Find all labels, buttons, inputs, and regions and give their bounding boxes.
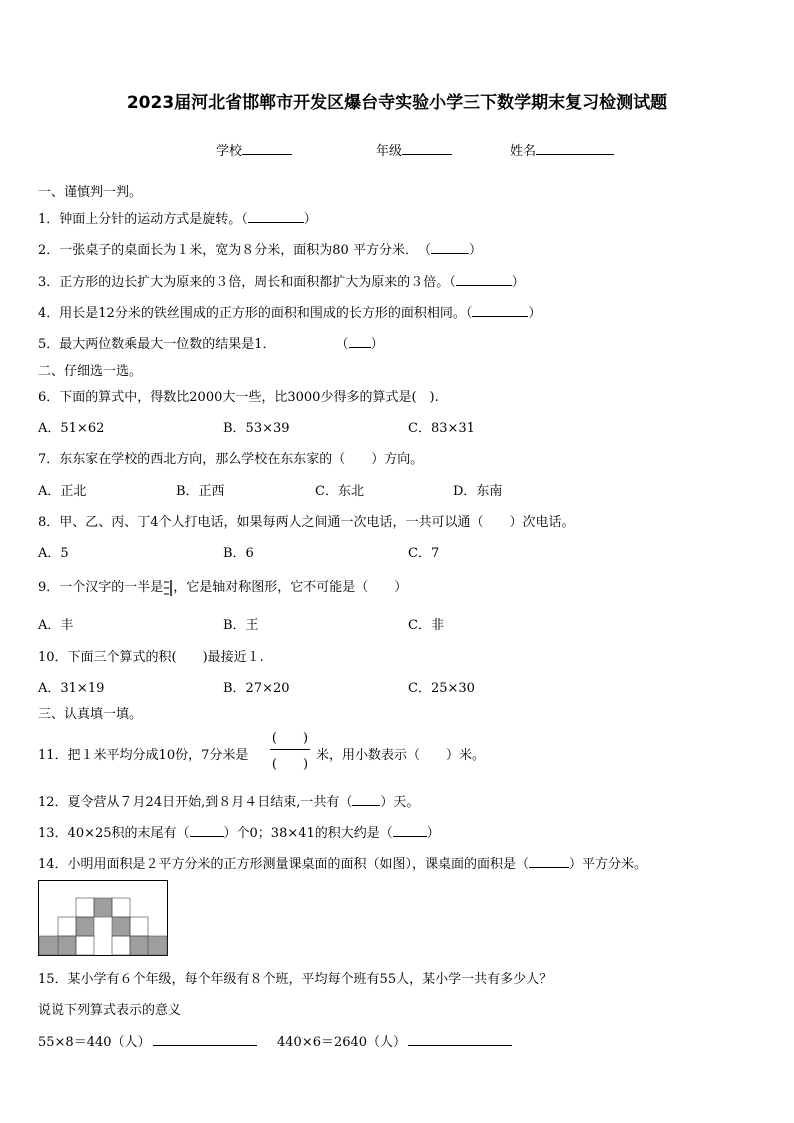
question-6: 6．下面的算式中，得数比2000大一些，比3000少得多的算式是( ). — [38, 390, 439, 405]
answer-blank[interactable] — [472, 304, 528, 317]
option-c[interactable]: C．83×31 — [408, 421, 475, 436]
grade-blank[interactable] — [402, 142, 452, 155]
option-c[interactable]: C．非 — [408, 618, 444, 633]
half-character-figure — [163, 580, 173, 596]
fraction-blank[interactable] — [268, 727, 312, 773]
question-15: 15．某小学有６个年级，每个年级有８个班，平均每个班有55人，某小学一共有多少人？ — [38, 972, 553, 987]
question-9: 9．一个汉字的一半是 ，它是轴对称图形，它不可能是（ ） — [38, 580, 408, 595]
option-b[interactable]: B．6 — [223, 546, 254, 561]
section-heading-2: 二、仔细选一选。 — [38, 364, 143, 379]
numerator-blank[interactable]: ( ) — [271, 731, 309, 746]
question-11-part-b: 米，用小数表示（ ）米。 — [316, 748, 486, 763]
school-field[interactable] — [216, 140, 292, 159]
grade-label: 年级 — [376, 144, 403, 159]
desk-grid-figure — [38, 880, 168, 956]
answer-blank[interactable] — [393, 824, 427, 837]
question-14: 14．小明用面积是２平方分米的正方形测量课桌面的面积（如图），课桌面的面积是（ ）平方分米。 — [38, 857, 648, 872]
question-7: 7．东东家在学校的西北方向，那么学校在东东家的（ ）方向。 — [38, 452, 424, 467]
question-13: 13．40×25积的末尾有（ ）个0；38×41的积大约是（ ） — [38, 826, 440, 841]
answer-blank[interactable] — [431, 241, 469, 254]
option-a[interactable]: A．51×62 — [38, 421, 105, 436]
answer-blank[interactable] — [456, 273, 512, 286]
section-heading-1: 一、谨慎判一判。 — [38, 185, 143, 200]
answer-blank[interactable] — [349, 335, 371, 348]
equation-2: 440×6＝2640（人） — [277, 1031, 512, 1050]
question-2: 2．一张桌子的桌面长为１米，宽为８分米，面积为80 平方分米． （ ） — [38, 243, 482, 258]
question-12: 12．夏令营从７月24日开始,到８月４日结束,一共有（ ）天。 — [38, 795, 420, 810]
option-a[interactable]: A．正北 — [38, 484, 87, 499]
option-a[interactable]: A．5 — [38, 546, 69, 561]
question-11-part-a: 11．把１米平均分成10份，7分米是 — [38, 748, 249, 763]
answer-blank[interactable] — [352, 793, 380, 806]
option-c[interactable]: C．25×30 — [408, 681, 475, 696]
denominator-blank[interactable]: ( ) — [271, 757, 309, 772]
question-8: 8．甲、乙、丙、丁4个人打电话，如果每两人之间通一次电话，一共可以通（ ）次电话。 — [38, 515, 575, 530]
school-blank[interactable] — [242, 142, 292, 155]
name-field[interactable] — [510, 140, 614, 159]
question-1: 1．钟面上分针的运动方式是旋转。（ ） — [38, 212, 317, 227]
answer-blank[interactable] — [408, 1033, 512, 1046]
section-heading-3: 三、认真填一填。 — [38, 707, 143, 722]
question-4: 4．用长是12分米的铁丝围成的正方形的面积和围成的长方形的面积相同。（ ） — [38, 306, 542, 321]
option-a[interactable]: A．丰 — [38, 618, 74, 633]
answer-blank[interactable] — [248, 210, 304, 223]
page-title: 2023届河北省邯郸市开发区爆台寺实验小学三下数学期末复习检测试题 — [126, 93, 668, 113]
option-d[interactable]: D．东南 — [453, 484, 503, 499]
answer-blank[interactable] — [529, 855, 569, 868]
question-10: 10．下面三个算式的积( )最接近１. — [38, 650, 264, 665]
option-b[interactable]: B．王 — [223, 618, 259, 633]
name-blank[interactable] — [536, 142, 614, 155]
option-c[interactable]: C．7 — [408, 546, 440, 561]
equation-1: 55×8＝440（人） — [38, 1031, 257, 1050]
name-label: 姓名 — [510, 144, 537, 159]
question-5: 5．最大两位数乘最大一位数的结果是1． （ ） — [38, 337, 384, 352]
option-b[interactable]: B．27×20 — [223, 681, 290, 696]
answer-blank[interactable] — [153, 1033, 257, 1046]
option-b[interactable]: B．53×39 — [223, 421, 290, 436]
grade-field[interactable] — [376, 140, 452, 159]
school-label: 学校 — [216, 144, 243, 159]
option-a[interactable]: A．31×19 — [38, 681, 105, 696]
question-3: 3．正方形的边长扩大为原来的３倍，周长和面积都扩大为原来的３倍。（ ） — [38, 275, 525, 290]
option-c[interactable]: C．东北 — [315, 484, 364, 499]
answer-blank[interactable] — [190, 824, 224, 837]
question-15-subprompt: 说说下列算式表示的意义 — [38, 1003, 182, 1018]
option-b[interactable]: B．正西 — [176, 484, 225, 499]
fraction-bar — [270, 749, 310, 750]
